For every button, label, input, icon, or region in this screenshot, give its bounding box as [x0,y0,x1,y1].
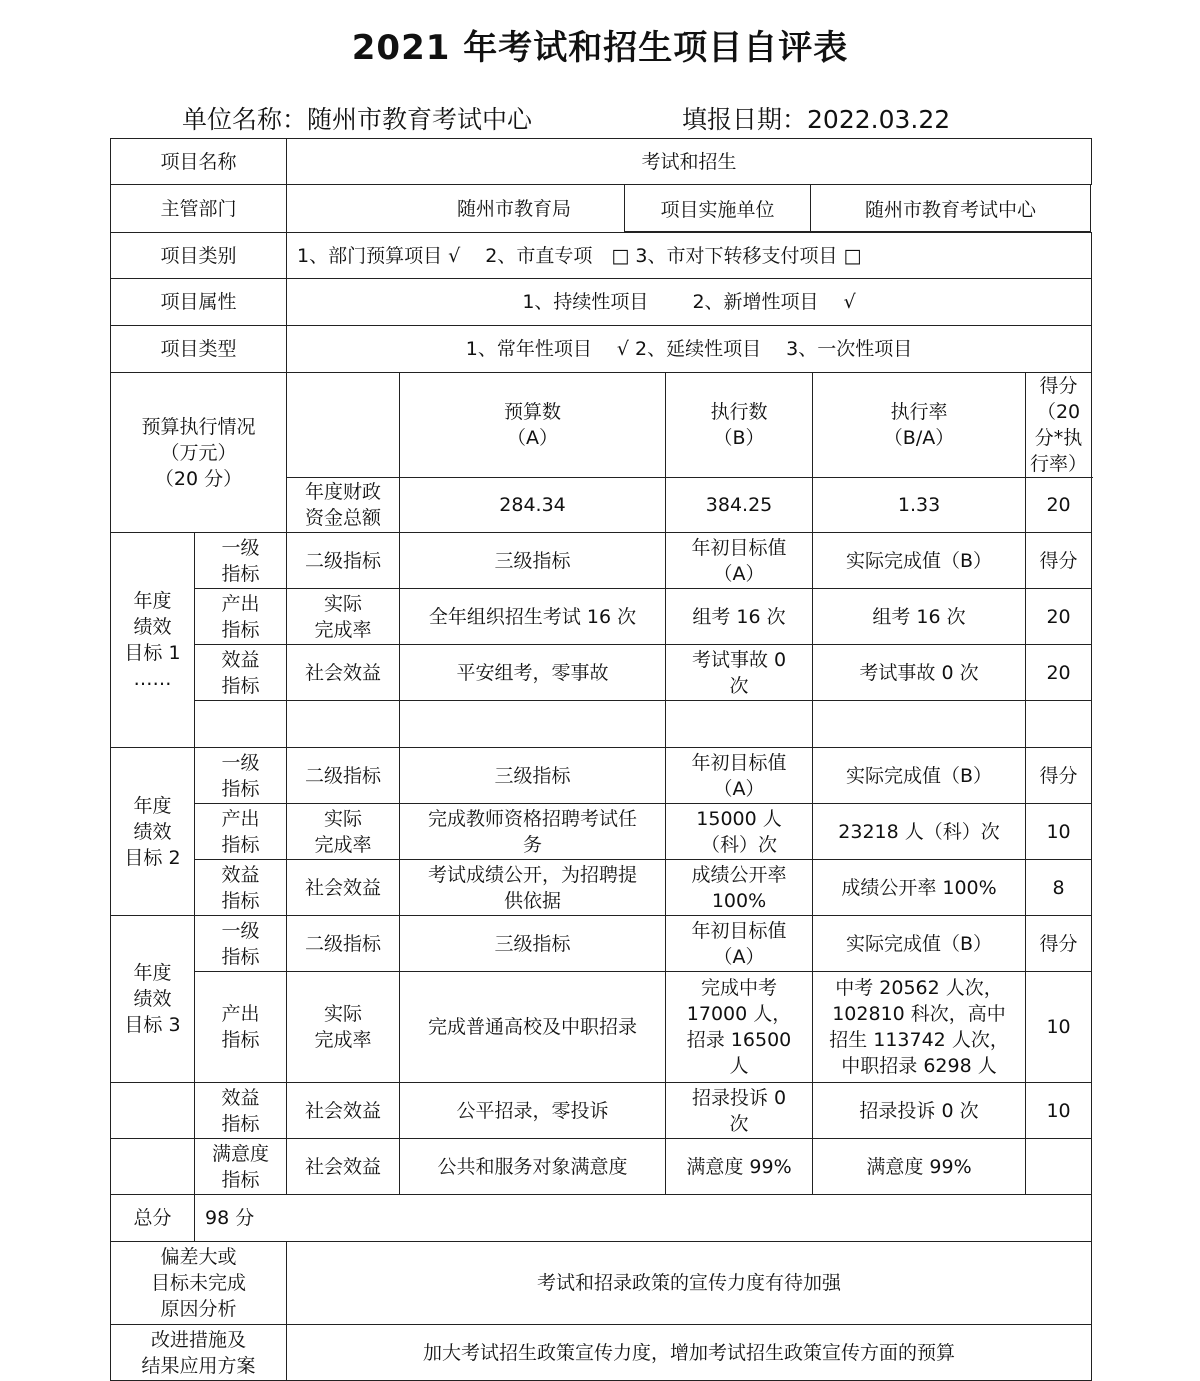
table-row [111,860,1092,916]
indicator-l1: 效益 指标 [195,1083,287,1139]
impl-value: 随州市教育考试中心 [811,184,1091,232]
header-level2: 二级指标 [287,916,400,972]
deviation-value: 考试和招录政策的宣传力度有待加强 [287,1242,1092,1325]
header-level1: 一级 指标 [195,916,287,972]
impl-unit-block [624,184,1091,232]
indicator-l3: 公共和服务对象满意度 [400,1139,666,1195]
indicator-actual: 招录投诉 0 次 [813,1083,1026,1139]
empty-cell [111,1139,195,1195]
header-level3: 三级指标 [400,748,666,804]
indicator-l2: 社会效益 [287,860,400,916]
header-score: 得分 [1026,748,1092,804]
indicator-l1: 产出 指标 [195,972,287,1083]
indicator-score: 10 [1026,1083,1092,1139]
table-row [111,139,1092,185]
indicator-l2: 社会效益 [287,1139,400,1195]
impl-label: 项目实施单位 [624,184,811,232]
project-name-label: 项目名称 [111,139,287,185]
indicator-score: 10 [1026,972,1092,1083]
table-row [111,645,1092,701]
rate-value: 1.33 [813,478,1026,533]
table-row [111,1083,1092,1139]
budget-header-a: 预算数 （A） [400,373,666,478]
indicator-l1: 产出 指标 [195,804,287,860]
table-row [111,916,1092,972]
goal2-label: 年度 绩效 目标 2 [111,748,195,916]
indicator-l1: 效益 指标 [195,860,287,916]
header-target: 年初目标值 （A） [666,533,813,589]
budget-label: 预算执行情况 （万元） （20 分） [111,373,287,533]
total-label: 总分 [111,1195,195,1242]
indicator-target: 招录投诉 0 次 [666,1083,813,1139]
date-info [682,100,950,136]
table-row [111,748,1092,804]
table-row [111,589,1092,645]
indicator-l2: 社会效益 [287,1083,400,1139]
header-level1: 一级 指标 [195,533,287,589]
header-score: 得分 [1026,533,1092,589]
table-row [111,1195,1092,1242]
type-label: 项目类型 [111,326,287,373]
improve-label: 改进措施及 结果应用方案 [111,1325,287,1381]
empty-cell [111,1083,195,1139]
table-row [111,533,1092,589]
header-level2: 二级指标 [287,533,400,589]
total-value: 98 分 [195,1195,1092,1242]
score-value: 20 [1026,478,1092,533]
indicator-l2: 实际 完成率 [287,589,400,645]
indicator-actual: 中考 20562 人次， 102810 科次，高中 招生 113742 人次， 中职招录 6298 人 [813,972,1026,1083]
attribute-label: 项目属性 [111,279,287,326]
indicator-l2: 实际 完成率 [287,972,400,1083]
header-target: 年初目标值 （A） [666,748,813,804]
date-label: 填报日期： [682,105,808,134]
indicator-l3: 完成教师资格招聘考试任 务 [400,804,666,860]
budget-header-score: 得分 （20 分*执行率） [1026,373,1092,478]
table-row [111,326,1092,373]
indicator-target: 成绩公开率 100% [666,860,813,916]
page-title: 2021 年考试和招生项目自评表 [351,28,849,68]
project-name-value: 考试和招生 [287,139,1092,185]
empty-cell [1026,701,1092,748]
indicator-score: 10 [1026,804,1092,860]
budget-header-b: 执行数 （B） [666,373,813,478]
indicator-l3: 全年组织招生考试 16 次 [400,589,666,645]
goal1-label: 年度 绩效 目标 1 …… [111,533,195,748]
table-row [111,1242,1092,1325]
header-actual: 实际完成值（B） [813,748,1026,804]
indicator-actual: 23218 人（科）次 [813,804,1026,860]
indicator-l3: 完成普通高校及中职招录 [400,972,666,1083]
indicator-actual: 组考 16 次 [813,589,1026,645]
empty-cell [287,701,400,748]
table-row [111,373,1092,478]
header-actual: 实际完成值（B） [813,533,1026,589]
header-target: 年初目标值 （A） [666,916,813,972]
category-value: 1、部门预算项目 √ 2、市直专项 □ 3、市对下转移支付项目 □ [287,233,1092,279]
table-row [111,972,1092,1083]
indicator-l2: 实际 完成率 [287,804,400,860]
dept-value: 随州市教育局 [287,185,813,233]
empty-cell [400,701,666,748]
indicator-score: 20 [1026,645,1092,701]
header-level3: 三级指标 [400,533,666,589]
budget-row-label: 年度财政 资金总额 [287,478,400,533]
empty-cell [195,701,287,748]
indicator-target: 完成中考 17000 人， 招录 16500 人 [666,972,813,1083]
budget-header-blank [287,373,400,478]
improve-value: 加大考试招生政策宣传力度，增加考试招生政策宣传方面的预算 [287,1325,1092,1381]
header-score: 得分 [1026,916,1092,972]
table-row [111,233,1092,279]
table-row [111,804,1092,860]
budget-value: 284.34 [400,478,666,533]
indicator-l1: 产出 指标 [195,589,287,645]
exec-value: 384.25 [666,478,813,533]
date-value: 2022.03.22 [807,105,951,134]
goal3-label: 年度 绩效 目标 3 [111,916,195,1083]
table-row [111,701,1092,748]
table-row [111,1325,1092,1381]
indicator-l1: 效益 指标 [195,645,287,701]
attribute-value: 1、持续性项目 2、新增性项目 √ [287,279,1092,326]
indicator-l3: 考试成绩公开，为招聘提 供依据 [400,860,666,916]
table-row [111,279,1092,326]
indicator-l3: 平安组考，零事故 [400,645,666,701]
dept-label: 主管部门 [111,185,287,233]
indicator-actual: 考试事故 0 次 [813,645,1026,701]
indicator-l1: 满意度 指标 [195,1139,287,1195]
indicator-target: 满意度 99% [666,1139,813,1195]
deviation-label: 偏差大或 目标未完成 原因分析 [111,1242,287,1325]
header-level3: 三级指标 [400,916,666,972]
indicator-l2: 社会效益 [287,645,400,701]
empty-cell [666,701,813,748]
budget-header-rate: 执行率 （B/A） [813,373,1026,478]
indicator-target: 考试事故 0 次 [666,645,813,701]
indicator-score: 20 [1026,589,1092,645]
indicator-actual: 满意度 99% [813,1139,1026,1195]
category-label: 项目类别 [111,233,287,279]
indicator-l3: 公平招录，零投诉 [400,1083,666,1139]
indicator-target: 15000 人 （科）次 [666,804,813,860]
indicator-actual: 成绩公开率 100% [813,860,1026,916]
header-actual: 实际完成值（B） [813,916,1026,972]
empty-cell [813,701,1026,748]
header-level2: 二级指标 [287,748,400,804]
unit-info [182,100,532,136]
unit-value: 随州市教育考试中心 [307,105,533,134]
header-level1: 一级 指标 [195,748,287,804]
unit-label: 单位名称： [182,105,308,134]
indicator-target: 组考 16 次 [666,589,813,645]
table-row [111,1139,1092,1195]
evaluation-table [110,138,1092,1381]
type-value: 1、常年性项目 √ 2、延续性项目 3、一次性项目 [287,326,1092,373]
indicator-score: 8 [1026,860,1092,916]
indicator-score [1026,1139,1092,1195]
